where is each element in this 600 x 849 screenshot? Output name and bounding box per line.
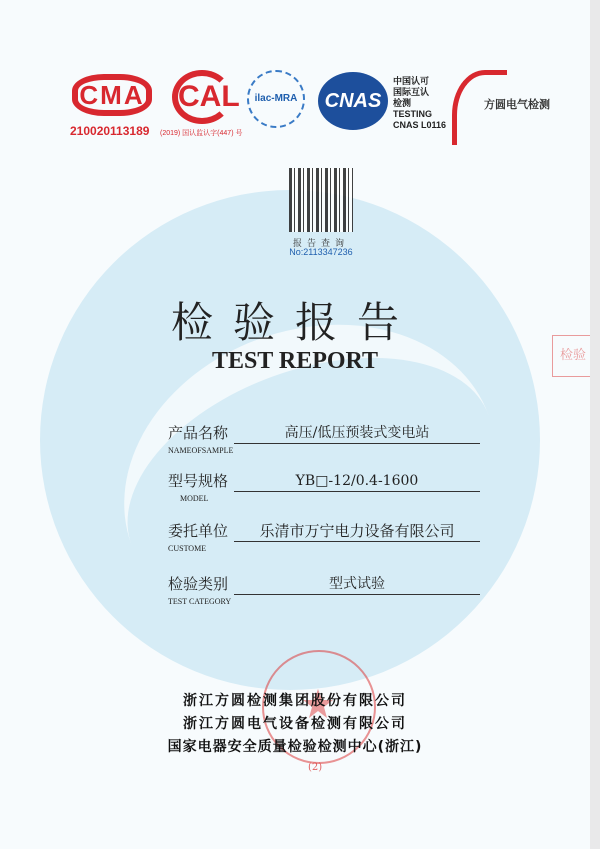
cal-number: (2019) 国认监认字(447) 号 (160, 130, 243, 137)
cnas-line: TESTING (393, 109, 433, 119)
organization-name: 国家电器安全质量检验检测中心(浙江) (167, 739, 423, 755)
cma-number: 210020113189 (70, 124, 150, 138)
field-sample-name (168, 424, 480, 464)
field-label-en: TEST CATEGORY (168, 597, 232, 606)
field-label-en: MODEL (180, 494, 209, 503)
field-test-category (168, 575, 480, 615)
qr-label: 报告查询 (292, 238, 349, 248)
field-label-en: CUSTOME (168, 544, 207, 553)
side-stamp: 检验 (552, 335, 590, 377)
field-value: 乐清市万宁电力设备有限公司 (234, 522, 480, 542)
fangyuan-logo-text: 方圆电气检测 (484, 99, 550, 111)
field-value: 型式试验 (234, 575, 480, 595)
ilac-mra-logo: ilac-MRA (247, 70, 305, 128)
cnas-line: 中国认可 (393, 76, 430, 86)
field-model (168, 472, 480, 512)
organization-name: 浙江方圆检测集团股份有限公司 (183, 693, 407, 709)
cnas-logo: CNAS (318, 72, 388, 130)
field-label: 产品名称 (168, 424, 229, 442)
cnas-line: CNAS L0116 (393, 120, 447, 130)
report-number: No:2113347236 (289, 247, 353, 257)
cnas-line: 国际互认 (393, 87, 430, 97)
seal-number: (2) (308, 762, 323, 773)
cnas-text (393, 76, 446, 131)
field-value: YB□-12/0.4-1600 (234, 472, 480, 492)
field-customer (168, 522, 480, 562)
field-label: 型号规格 (168, 472, 229, 490)
qr-code[interactable] (289, 168, 353, 232)
page-title: 检验报告 (170, 298, 419, 347)
field-label-en: NAMEOFSAMPLE (168, 446, 234, 455)
page-subtitle: TEST REPORT (211, 348, 379, 374)
field-value: 高压/低压预装式变电站 (234, 424, 480, 444)
organization-name: 浙江方圆电气设备检测有限公司 (183, 716, 407, 732)
field-label: 委托单位 (168, 522, 229, 540)
cma-logo: CMA (72, 74, 152, 116)
field-label: 检验类别 (168, 575, 229, 593)
cnas-line: 检测 (393, 98, 412, 108)
cal-logo: CAL (172, 70, 232, 124)
